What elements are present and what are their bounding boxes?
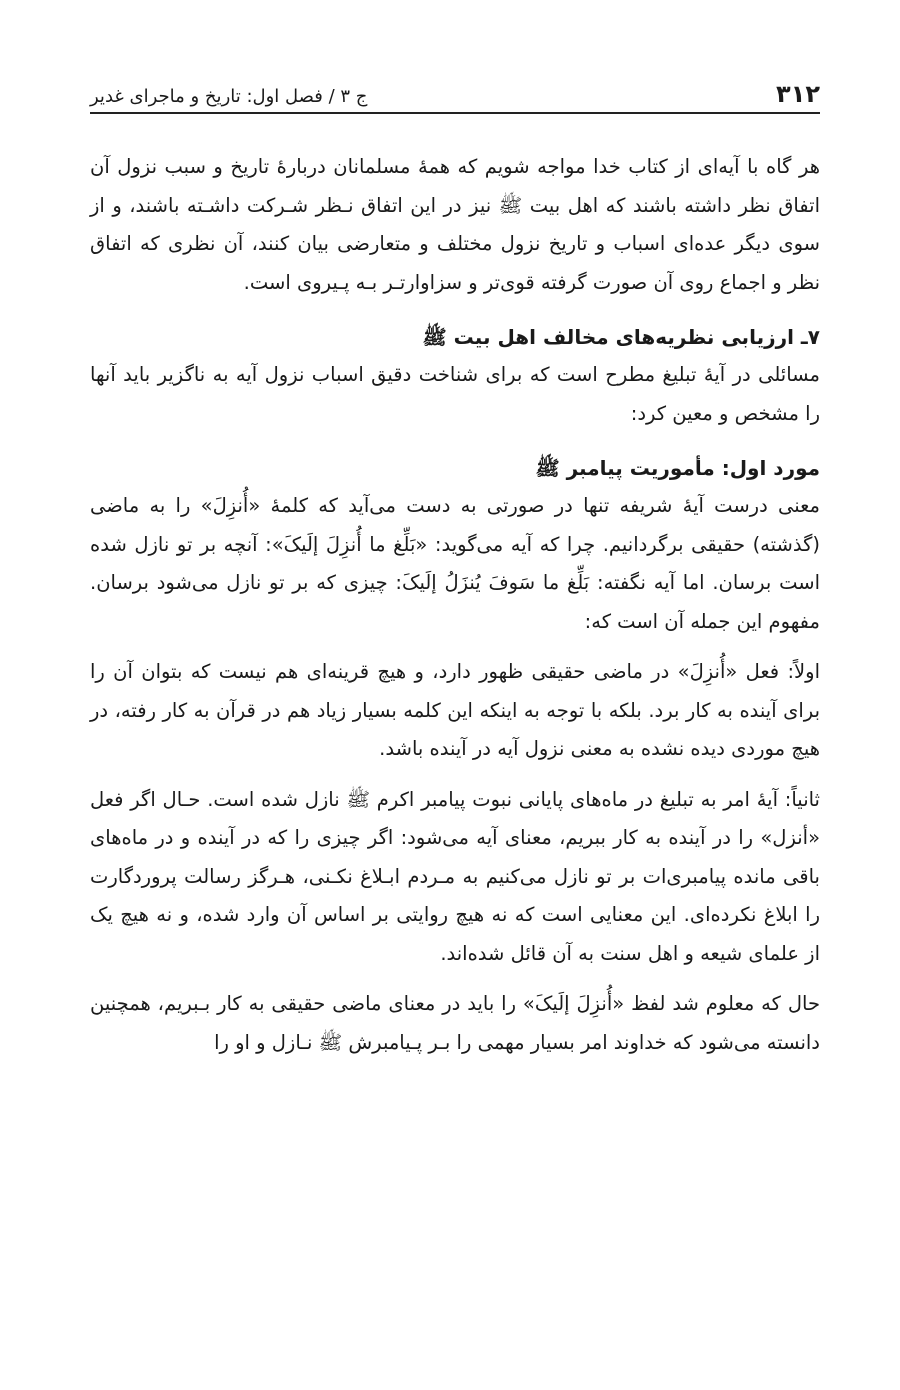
page-number: ۳۱۲ (776, 80, 820, 108)
paragraph-3: معنی درست آیهٔ شریفه تنها در صورتی به دست می‌آید که کلمهٔ «أُنزِلَ» را به ماضی (گذشته) حقیقی برگردانیم. چرا که آیه می‌گوید: «بَلِّغ ما أُنزِلَ إلَیکَ»: آنچه بر تو نازل شده است برسان. اما آیه نگفته: بَلِّغ ما سَوفَ یُنزَلُ إلَیکَ: چیزی که بر تو نازل می‌شود برسان. مفهوم این جمله آن است که: (90, 494, 820, 633)
paragraph-4: اولاً: فعل «أُنزِلَ» در ماضی حقیقی ظهور دارد، و هیچ قرینه‌ای هم نیست که بتوان آن را برای آینده به کار برد. بلکه با توجه به اینکه این کلمه بسیار زیاد هم در قرآن به کار رفته، در هیچ موردی دیده نشده به معنی نزول آیه در آینده باشد. (90, 660, 820, 760)
book-page (90, 60, 820, 1062)
paragraph-2: مسائلی در آیهٔ تبلیغ مطرح است که برای شناخت دقیق اسباب نزول آیه به ناگزیر باید آنها را مشخص و معین کرد: (90, 363, 820, 425)
subsection-heading-1: مورد اول: مأموریت پیامبر ﷺ (535, 456, 820, 480)
section-heading-7: ۷ـ ارزیابی نظریه‌های مخالف اهل بیت ﷺ (422, 325, 820, 349)
paragraph-1: هر گاه با آیه‌ای از کتاب خدا مواجه شویم که همهٔ مسلمانان دربارهٔ تاریخ و سبب نزول آن اتفاق نظر داشته باشند که اهل بیت ﷺ نیز در این اتفاق نـظر شـرکت داشـته باشند، و از سوی دیگر عده‌ای اسباب و تاریخ نزول مختلف و متعارضی بیان کنند، آن نظری که اتفاق نظر و اجماع روی آن صورت گرفته قوی‌تر و سزاوارتـر بـه پـیروی است. (90, 155, 820, 294)
running-header (90, 60, 820, 114)
running-title: ج ۳ / فصل اول: تاریخ و ماجرای غدیر (90, 86, 368, 107)
paragraph-5: ثانیاً: آیهٔ امر به تبلیغ در ماه‌های پایانی نبوت پیامبر اکرم ﷺ نازل شده است. حـال اگر فعل «أنزل» را در آینده به کار ببریم، معنای آیه می‌شود: اگر چیزی را که در آینده و در ماه‌های باقی مانده پیامبری‌ات بر تو نازل می‌کنیم به مـردم ابـلاغ نکـنی، هـرگز رسالت پروردگارت را ابلاغ نکرده‌ای. این معنایی است که نه هیچ روایتی بر اساس آن وارد شده، و نه هیچ یک از علمای شیعه و اهل سنت به آن قائل شده‌اند. (90, 787, 820, 965)
page-body (90, 148, 820, 1062)
paragraph-6: حال که معلوم شد لفظ «أُنزِلَ إلَیکَ» را باید در معنای ماضی حقیقی به کار بـبریم، همچنین دانسته می‌شود که خداوند امر بسیار مهمی را بـر پـیامبرش ﷺ نـازل و او را (90, 992, 820, 1054)
